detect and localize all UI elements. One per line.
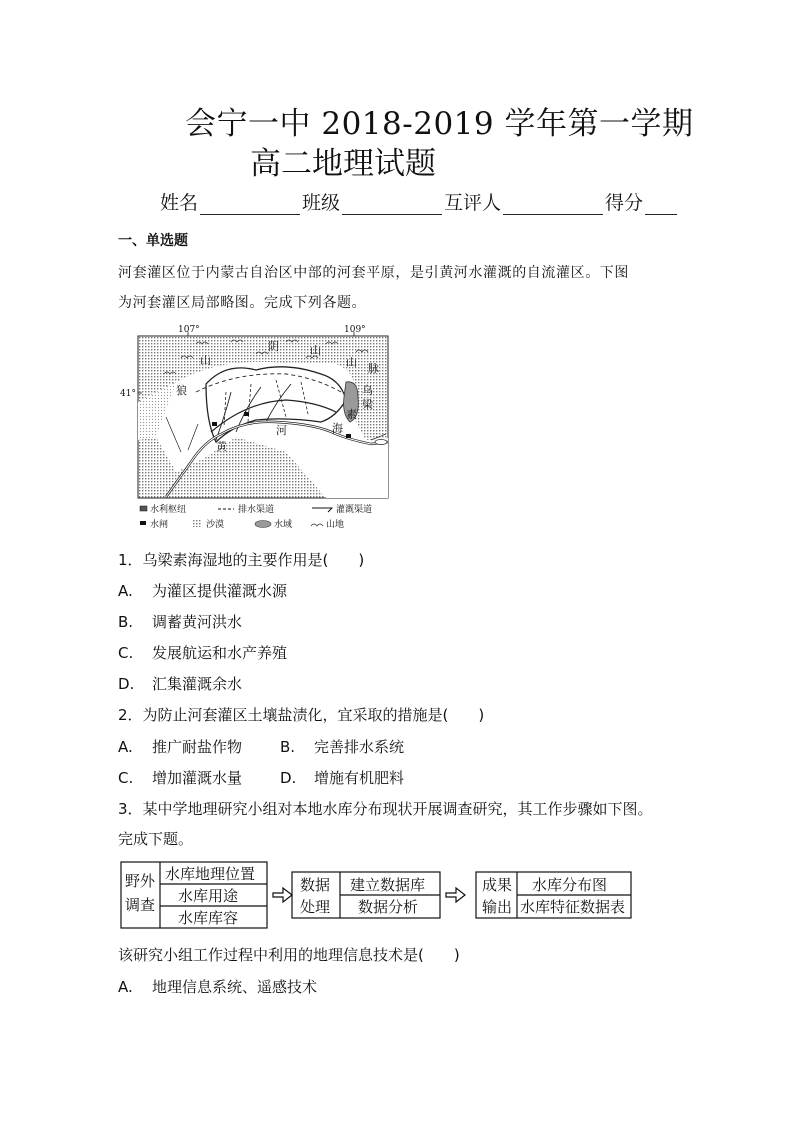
lon-label-109: 109° (344, 325, 366, 335)
score-label: 得分 (605, 192, 644, 214)
intro-line-1: 河套灌区位于内蒙古自治区中部的河套平原，是引黄河水灌溉的自流灌区。下图 (118, 265, 629, 281)
q2-option-d[interactable]: D. 增施有机肥料 (280, 769, 405, 787)
question-2-stem: 2．为防止河套灌区土壤盐渍化，宜采取的措施是( ) (118, 706, 485, 724)
q1-option-d[interactable]: D. 汇集灌溉余水 (118, 675, 243, 693)
map-label-hai: 海 (332, 422, 343, 435)
student-info-fields (160, 188, 679, 215)
question-3-followup: 该研究小组工作过程中利用的地理信息技术是( ) (118, 946, 460, 964)
flow-box2-item-1: 建立数据库 (350, 876, 426, 894)
name-label: 姓名 (160, 192, 199, 214)
flow-box3-item-2: 水库特征数据表 (520, 898, 626, 916)
flow-box2-head-1: 数据 (300, 876, 331, 894)
lon-label-107: 107° (178, 325, 200, 335)
flow-box2-item-2: 数据分析 (358, 898, 419, 916)
flow-box1-head-2: 调查 (125, 896, 156, 914)
q1-option-a[interactable]: A. 为灌区提供灌溉水源 (118, 582, 288, 600)
map-label-shan1: 山 (310, 344, 321, 357)
legend-water: 水域 (274, 520, 293, 530)
q2-option-b[interactable]: B. 完善排水系统 (280, 738, 405, 756)
reviewer-label: 互评人 (444, 192, 502, 214)
map-label-he: 河 (276, 424, 287, 437)
q1-option-c[interactable]: C. 发展航运和水产养殖 (118, 644, 288, 662)
legend-irrigation: 灌溉渠道 (336, 505, 373, 515)
reviewer-blank[interactable] (503, 195, 603, 215)
q1-option-b[interactable]: B. 调蓄黄河洪水 (118, 613, 243, 631)
exam-subtitle: 高二地理试题 (250, 146, 436, 182)
map-label-huang: 黄 (216, 440, 227, 453)
map-label-shan2: 山 (346, 356, 357, 369)
map-label-shan3: 山 (200, 354, 211, 367)
legend-desert: 沙漠 (206, 520, 225, 530)
q3-option-a[interactable]: A. 地理信息系统、遥感技术 (118, 978, 318, 996)
map-label-lang: 狼 (176, 384, 187, 397)
legend-mountain: 山地 (326, 520, 345, 530)
map-label-su: 素 (346, 408, 357, 421)
legend-hub: 水利枢纽 (150, 505, 187, 515)
intro-line-2: 为河套灌区局部略图。完成下列各题。 (118, 295, 367, 311)
score-blank[interactable] (645, 195, 677, 215)
lat-label-41: 41° (120, 389, 136, 399)
flow-box1-item-2: 水库用途 (178, 887, 239, 905)
q2-option-a[interactable]: A. 推广耐盐作物 (118, 738, 243, 756)
map-label-mai: 脉 (368, 362, 379, 375)
q2-option-c[interactable]: C. 增加灌溉水量 (118, 769, 243, 787)
map-label-wu: 乌 (362, 384, 373, 397)
name-blank[interactable] (200, 195, 300, 215)
section-title: 一、单选题 (118, 233, 188, 249)
question-1-stem: 1．乌梁素海湿地的主要作用是( ) (118, 551, 365, 569)
flow-box3-head-1: 成果 (482, 876, 513, 894)
flow-box3-item-1: 水库分布图 (532, 876, 608, 894)
legend-drainage: 排水渠道 (238, 505, 275, 515)
map-label-liang: 梁 (362, 398, 373, 411)
map-label-yin: 阴 (268, 340, 279, 353)
flow-box2-head-2: 处理 (300, 898, 331, 916)
class-blank[interactable] (342, 195, 442, 215)
flow-box1-item-1: 水库地理位置 (165, 865, 256, 883)
exam-title: 会宁一中 2018-2019 学年第一学期 (185, 106, 694, 142)
question-3-stem-line-2: 完成下题。 (118, 830, 194, 848)
hetao-irrigation-map (120, 322, 396, 534)
legend-sluice: 水闸 (150, 520, 169, 530)
class-label: 班级 (302, 192, 341, 214)
question-3-stem-line-1: 3．某中学地理研究小组对本地水库分布现状开展调查研究，其工作步骤如下图。 (118, 800, 653, 818)
flow-box3-head-2: 输出 (482, 898, 513, 916)
flow-box1-head-1: 野外 (125, 872, 156, 890)
flow-box1-item-3: 水库库容 (178, 909, 239, 927)
workflow-diagram (120, 860, 635, 932)
